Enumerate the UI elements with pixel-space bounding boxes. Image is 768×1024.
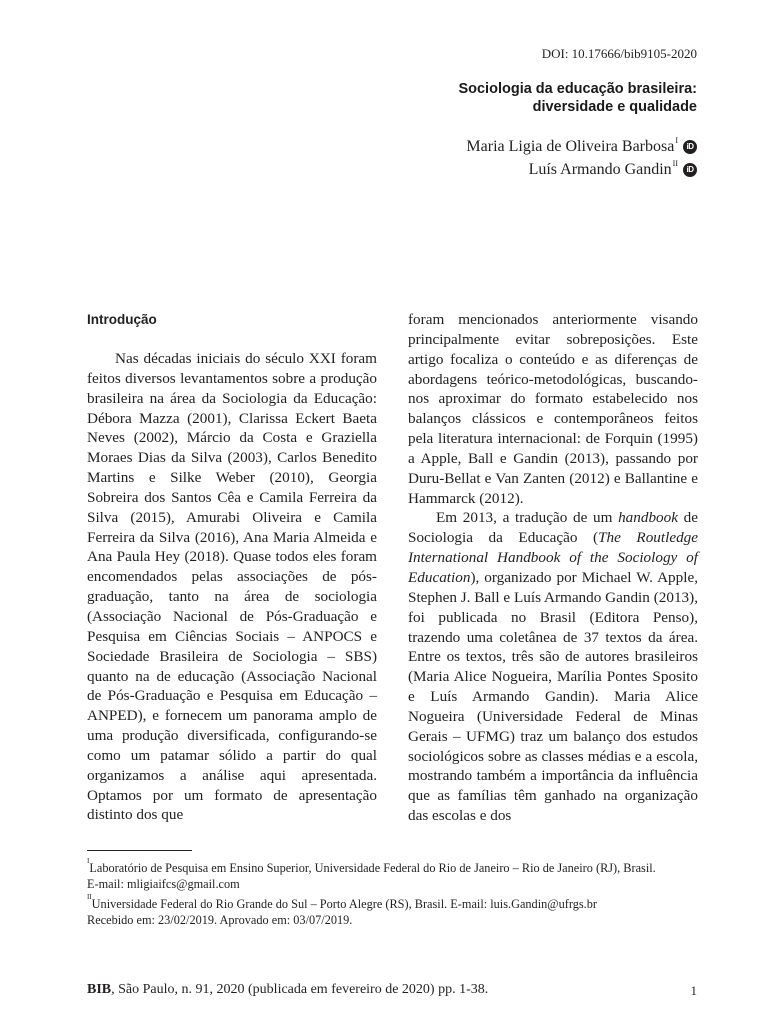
section-heading: Introdução bbox=[87, 312, 157, 327]
page-number: 1 bbox=[690, 983, 697, 998]
body-paragraph: Nas décadas iniciais do século XXI foram feitos diversos levantamentos sobre a produção brasileira na área da Sociologia da Educação: Débora Mazza (2001), Clarissa Eckert Baeta Neves (2002), Márcio da Costa e Graziella Moraes Dias da Silva (2003), Carlos Benedito Martins e Silke Weber (2010), Georgia Sobreira dos Santos Cêa e Camila Ferreira da Silva (2015), Amurabi Oliveira e Camila Ferreira da Silva (2016), Ana Maria Almeida e Ana Paula Hey (2018). Quase todos eles foram encomendados pelas associações de pós-graduação, tanto na área de sociologia (Associação Nacional de Pós-Graduação e Pesquisa em Ciências Sociais – ANPOCS e Sociedade Brasileira de Sociologia – SBS) quanto na de educação (Associação Nacional de Pós-Graduação e Pesquisa em Educação – ANPED), e fornecem um panorama amplo de uma produção diversificada, configurando-se como um patamar sólido a partir do qual organizamos a análise aqui apresentada. Optamos por um formato de apresentação distinto dos que bbox=[87, 350, 377, 824]
footnote-mark: I bbox=[87, 857, 90, 865]
author-affiliation-mark: I bbox=[675, 136, 678, 145]
author-affiliation-mark: II bbox=[672, 159, 678, 168]
received-dates: Recebido em: 23/02/2019. Aprovado em: 03/07/2019. bbox=[87, 913, 353, 928]
handbook-title: The Routledge International Handbook of the Sociology of Education bbox=[408, 529, 698, 586]
citation: , São Paulo, n. 91, 2020 (publicada em fevereiro de 2020) pp. 1-38. bbox=[111, 982, 489, 997]
text-run: ), organizado por Michael W. Apple, Stephen J. Ball e Luís Armando Gandin (2013), foi publicada no Brasil (Editora Penso), trazendo uma coletânea de 37 textos da área. Entre os textos, três são de autores brasileiros (Maria Alice Nogueira, Marília Pontes Sposito e Luís Armando Gandin). Maria Alice Nogueira (Universidade Federal de Minas Gerais – UFMG) traz um balanço dos estudos sociológicos sobre as classes médias e a escola, mostrando também a importância da influência que as famílias têm ganhado na organização das escolas e dos bbox=[408, 568, 698, 825]
footnote-1 bbox=[87, 857, 707, 876]
footnote-1-email: E-mail: mligiaifcs@gmail.com bbox=[87, 877, 240, 892]
footnotes bbox=[87, 857, 707, 928]
paper-title-line-2: diversidade e qualidade bbox=[532, 99, 697, 115]
journal-name: BIB bbox=[87, 982, 112, 997]
author-name: Luís Armando Gandin bbox=[528, 161, 672, 178]
footnote-text: Universidade Federal do Rio Grande do Sul – Porto Alegre (RS), Brasil. E-mail: luis.Gandin@ufrgs.br bbox=[91, 896, 597, 911]
page-footer bbox=[87, 982, 488, 998]
orcid-icon[interactable]: iD bbox=[683, 140, 697, 154]
right-column bbox=[408, 310, 698, 826]
footnote-mark: II bbox=[87, 892, 92, 901]
footnote-2 bbox=[87, 893, 707, 912]
body-paragraph: foram mencionados anteriormente visando principalmente evitar sobreposições. Este artigo focaliza o conteúdo e as diferenças de abordagens teórico-metodológicas, buscando-nos aproximar do formato estabelecido nos balanços clássicos e contemporâneos feitos pela literatura internacional: de Forquin (1995) a Apple, Ball e Gandin (2013), passando por Duru-Bellat e Van Zanten (2012) e Ballantine e Hammarck (2012). bbox=[408, 311, 698, 507]
orcid-icon[interactable]: iD bbox=[683, 163, 697, 177]
footnote-divider bbox=[87, 850, 192, 851]
footnote-text: Laboratório de Pesquisa em Ensino Superior, Universidade Federal do Rio de Janeiro – Rio de Janeiro (RJ), Brasil. bbox=[89, 861, 656, 876]
author-2 bbox=[529, 160, 697, 180]
left-column bbox=[87, 310, 377, 825]
paper-title-line-1: Sociologia da educação brasileira: bbox=[458, 81, 697, 97]
body-paragraph bbox=[408, 508, 698, 826]
text-run: de Sociologia da Educação ( bbox=[408, 509, 698, 547]
italic-term: handbook bbox=[618, 509, 678, 527]
text-run: Em 2013, a tradução de um bbox=[436, 509, 619, 527]
author-name: Maria Ligia de Oliveira Barbosa bbox=[466, 138, 675, 155]
doi: DOI: 10.17666/bib9105-2020 bbox=[541, 46, 697, 61]
author-1 bbox=[466, 137, 697, 157]
paper-title bbox=[297, 80, 697, 116]
